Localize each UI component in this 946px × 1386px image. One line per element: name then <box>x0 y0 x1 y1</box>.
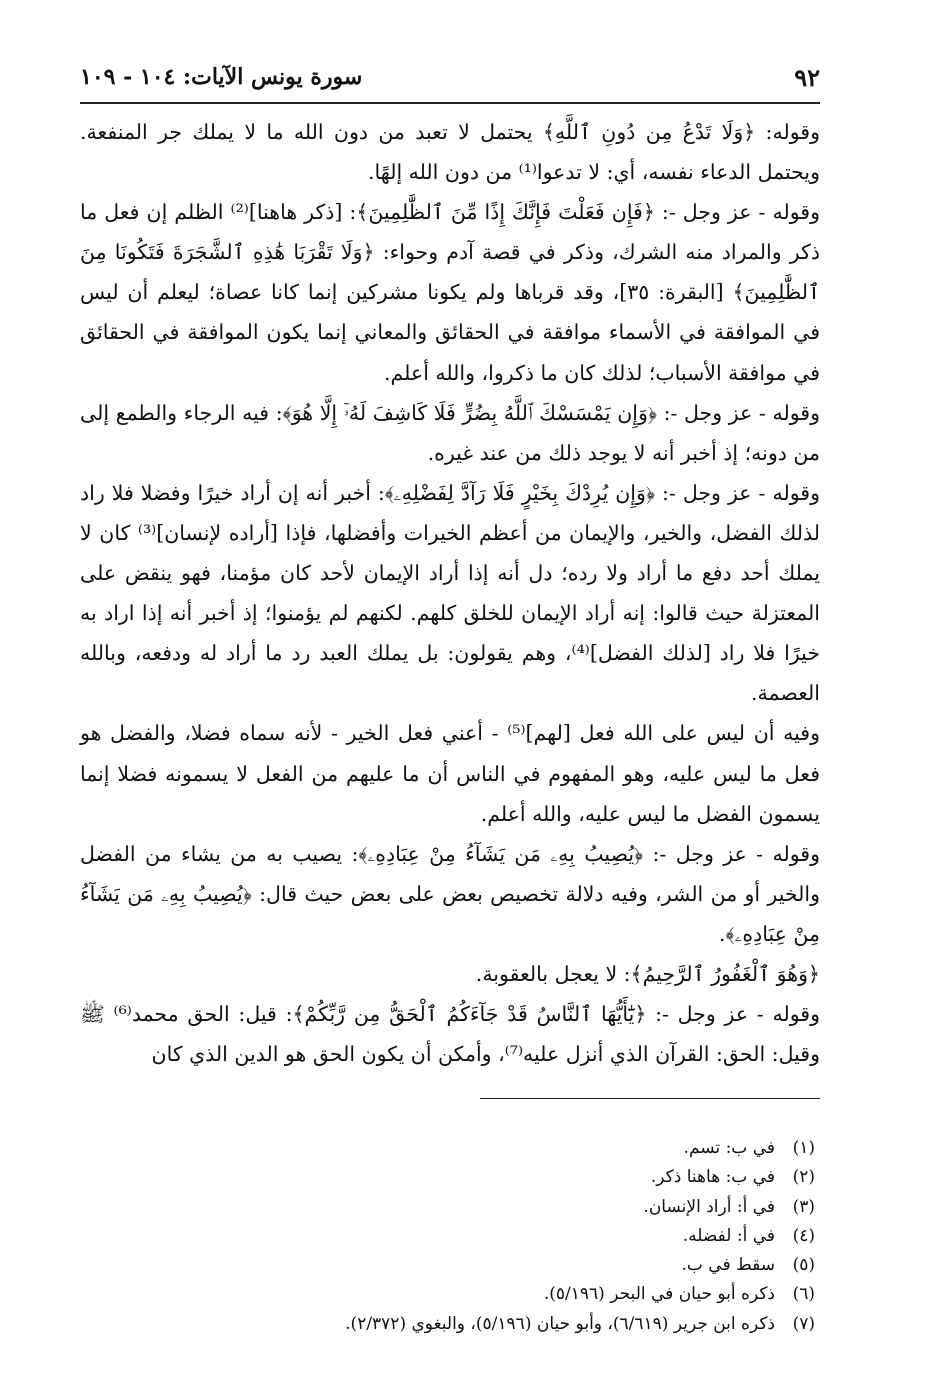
paragraph: وقوله - عز وجل -: ﴿فَإِن فَعَلْتَ فَإِنَّكَ إِذًا مِّنَ ٱلظَّٰلِمِينَ﴾: [ذكر هاهنا]⁽²⁾ الظلم إن فعل ما ذكر والمراد منه الشرك، وذكر في قصة آدم وحواء: ﴿وَلَا تَقْرَبَا هَٰذِهِ ٱلشَّجَرَةَ فَتَكُونَا مِنَ ٱلظَّٰلِمِينَ﴾ [البقرة: ٣٥]، وقد قرباها ولم يكونا مشركين إنما كانا عصاة؛ ليعلم أن ليس في الموافقة في الأسماء موافقة في الحقائق والمعاني إنما يكون الموافقة في الحقائق في موافقة الأسباب؛ لذلك كان ما ذكروا، والله أعلم. <box>80 200 820 385</box>
paragraph: وقوله - عز وجل -: ﴿يَٰٓأَيُّهَا ٱلنَّاسُ قَدْ جَآءَكُمُ ٱلْحَقُّ مِن رَّبِّكُمْ﴾: قيل: الحق محمد⁽⁶⁾ ﷺ وقيل: الحق: القرآن الذي أنزل عليه⁽⁷⁾، وأمكن أن يكون الحق هو الدين الذي كان <box>80 1002 820 1067</box>
footnote-item <box>80 1193 820 1222</box>
footnote-item <box>80 1134 820 1163</box>
footnote-item <box>80 1310 820 1339</box>
paragraph: وقوله - عز وجل -: ﴿وَإِن يُرِدْكَ بِخَيْرٍ فَلَا رَآدَّ لِفَضْلِهِۦ﴾: أخبر أنه إن أراد خيرًا وفضلا فلا راد لذلك الفضل، والخير، والإيمان من أعظم الخيرات وأفضلها، فإذا [أراده لإنسان]⁽³⁾ كان لا يملك أحد دفع ما أراد ولا رده؛ دل أنه إذا أراد الإيمان لأحد كان مؤمنا، فهو ينقض على المعتزلة حيث قالوا: إنه أراد الإيمان للخلق كلهم. لكنهم لم يؤمنوا؛ إذ أخبر أنه إذا اراد به خيرًا فلا راد [لذلك الفضل]⁽⁴⁾، وهم يقولون: بل يملك العبد رد ما أراد له ودفعه، وبالله العصمة. <box>80 480 820 706</box>
footnote-text: ذكره ابن جرير (٦/٦١٩)، وأبو حيان (٥/١٩٦)، والبغوي (٢/٣٧٢). <box>345 1313 775 1334</box>
footnote-text: سقط في ب. <box>681 1255 775 1276</box>
footnote-number: (٤) <box>792 1225 815 1246</box>
footnote-number: (٥) <box>792 1255 815 1276</box>
paragraph: وفيه أن ليس على الله فعل [لهم]⁽⁵⁾ - أعني فعل الخير - لأنه سماه فضلا، والفضل هو فعل ما ليس عليه، وهو المفهوم في الناس أن ما عليهم من الفعل لا يسمونه فضلا إنما يسمون الفضل ما ليس عليه، والله أعلم. <box>80 721 820 826</box>
footnote-text: ذكره أبو حيان في البحر (٥/١٩٦). <box>543 1284 775 1305</box>
page-number: ٩٢ <box>794 62 820 92</box>
footnote-text: في أ: أراد الإنسان. <box>643 1196 775 1217</box>
surah-title: سورة يونس الآيات: ١٠٤ - ١٠٩ <box>80 64 363 90</box>
paragraph: ﴿وَهُوَ ٱلْغَفُورُ ٱلرَّحِيمُ﴾: لا يعجل بالعقوبة. <box>475 961 820 986</box>
footnote-number: (٣) <box>792 1196 815 1217</box>
paragraph: وقوله: ﴿وَلَا تَدْعُ مِن دُونِ ٱللَّهِ﴾ يحتمل لا تعبد من دون الله ما لا يملك جر المنفعة. ويحتمل الدعاء نفسه، أي: لا تدعوا⁽¹⁾ من دون الله إلهًا. <box>80 120 820 185</box>
footnote-item <box>80 1280 820 1309</box>
paragraph: وقوله - عز وجل -: ﴿وَإِن يَمْسَسْكَ ٱللَّهُ بِضُرٍّ فَلَا كَاشِفَ لَهُۥٓ إِلَّا هُوَ﴾: فيه الرجاء والطمع إلى من دونه؛ إذ أخبر أنه لا يوجد ذلك من عند غيره. <box>80 400 820 465</box>
footnote-number: (٦) <box>792 1284 815 1305</box>
footnote-text: في ب: تسم. <box>683 1138 775 1158</box>
footnote-number: (٧) <box>792 1313 815 1334</box>
footnote-text: في أ: لفضله. <box>682 1225 775 1246</box>
footnotes <box>80 1134 820 1339</box>
footnote-number: (٢) <box>792 1167 815 1188</box>
footnote-item <box>80 1222 820 1251</box>
footnote-item <box>80 1163 820 1192</box>
footnote-text: في ب: هاهنا ذكر. <box>650 1167 775 1188</box>
footnote-item <box>80 1251 820 1280</box>
footnote-number: (١) <box>792 1138 815 1158</box>
footnote-separator <box>480 1098 820 1099</box>
paragraph: وقوله - عز وجل -: ﴿يُصِيبُ بِهِۦ مَن يَشَآءُ مِنْ عِبَادِهِۦ﴾: يصيب به من يشاء من الفضل والخير أو من الشر، وفيه دلالة تخصيص بعض على بعض حيث قال: ﴿يُصِيبُ بِهِۦ مَن يَشَآءُ مِنْ عِبَادِهِۦ﴾. <box>80 841 820 946</box>
main-text <box>80 112 820 1074</box>
running-header <box>80 52 820 104</box>
